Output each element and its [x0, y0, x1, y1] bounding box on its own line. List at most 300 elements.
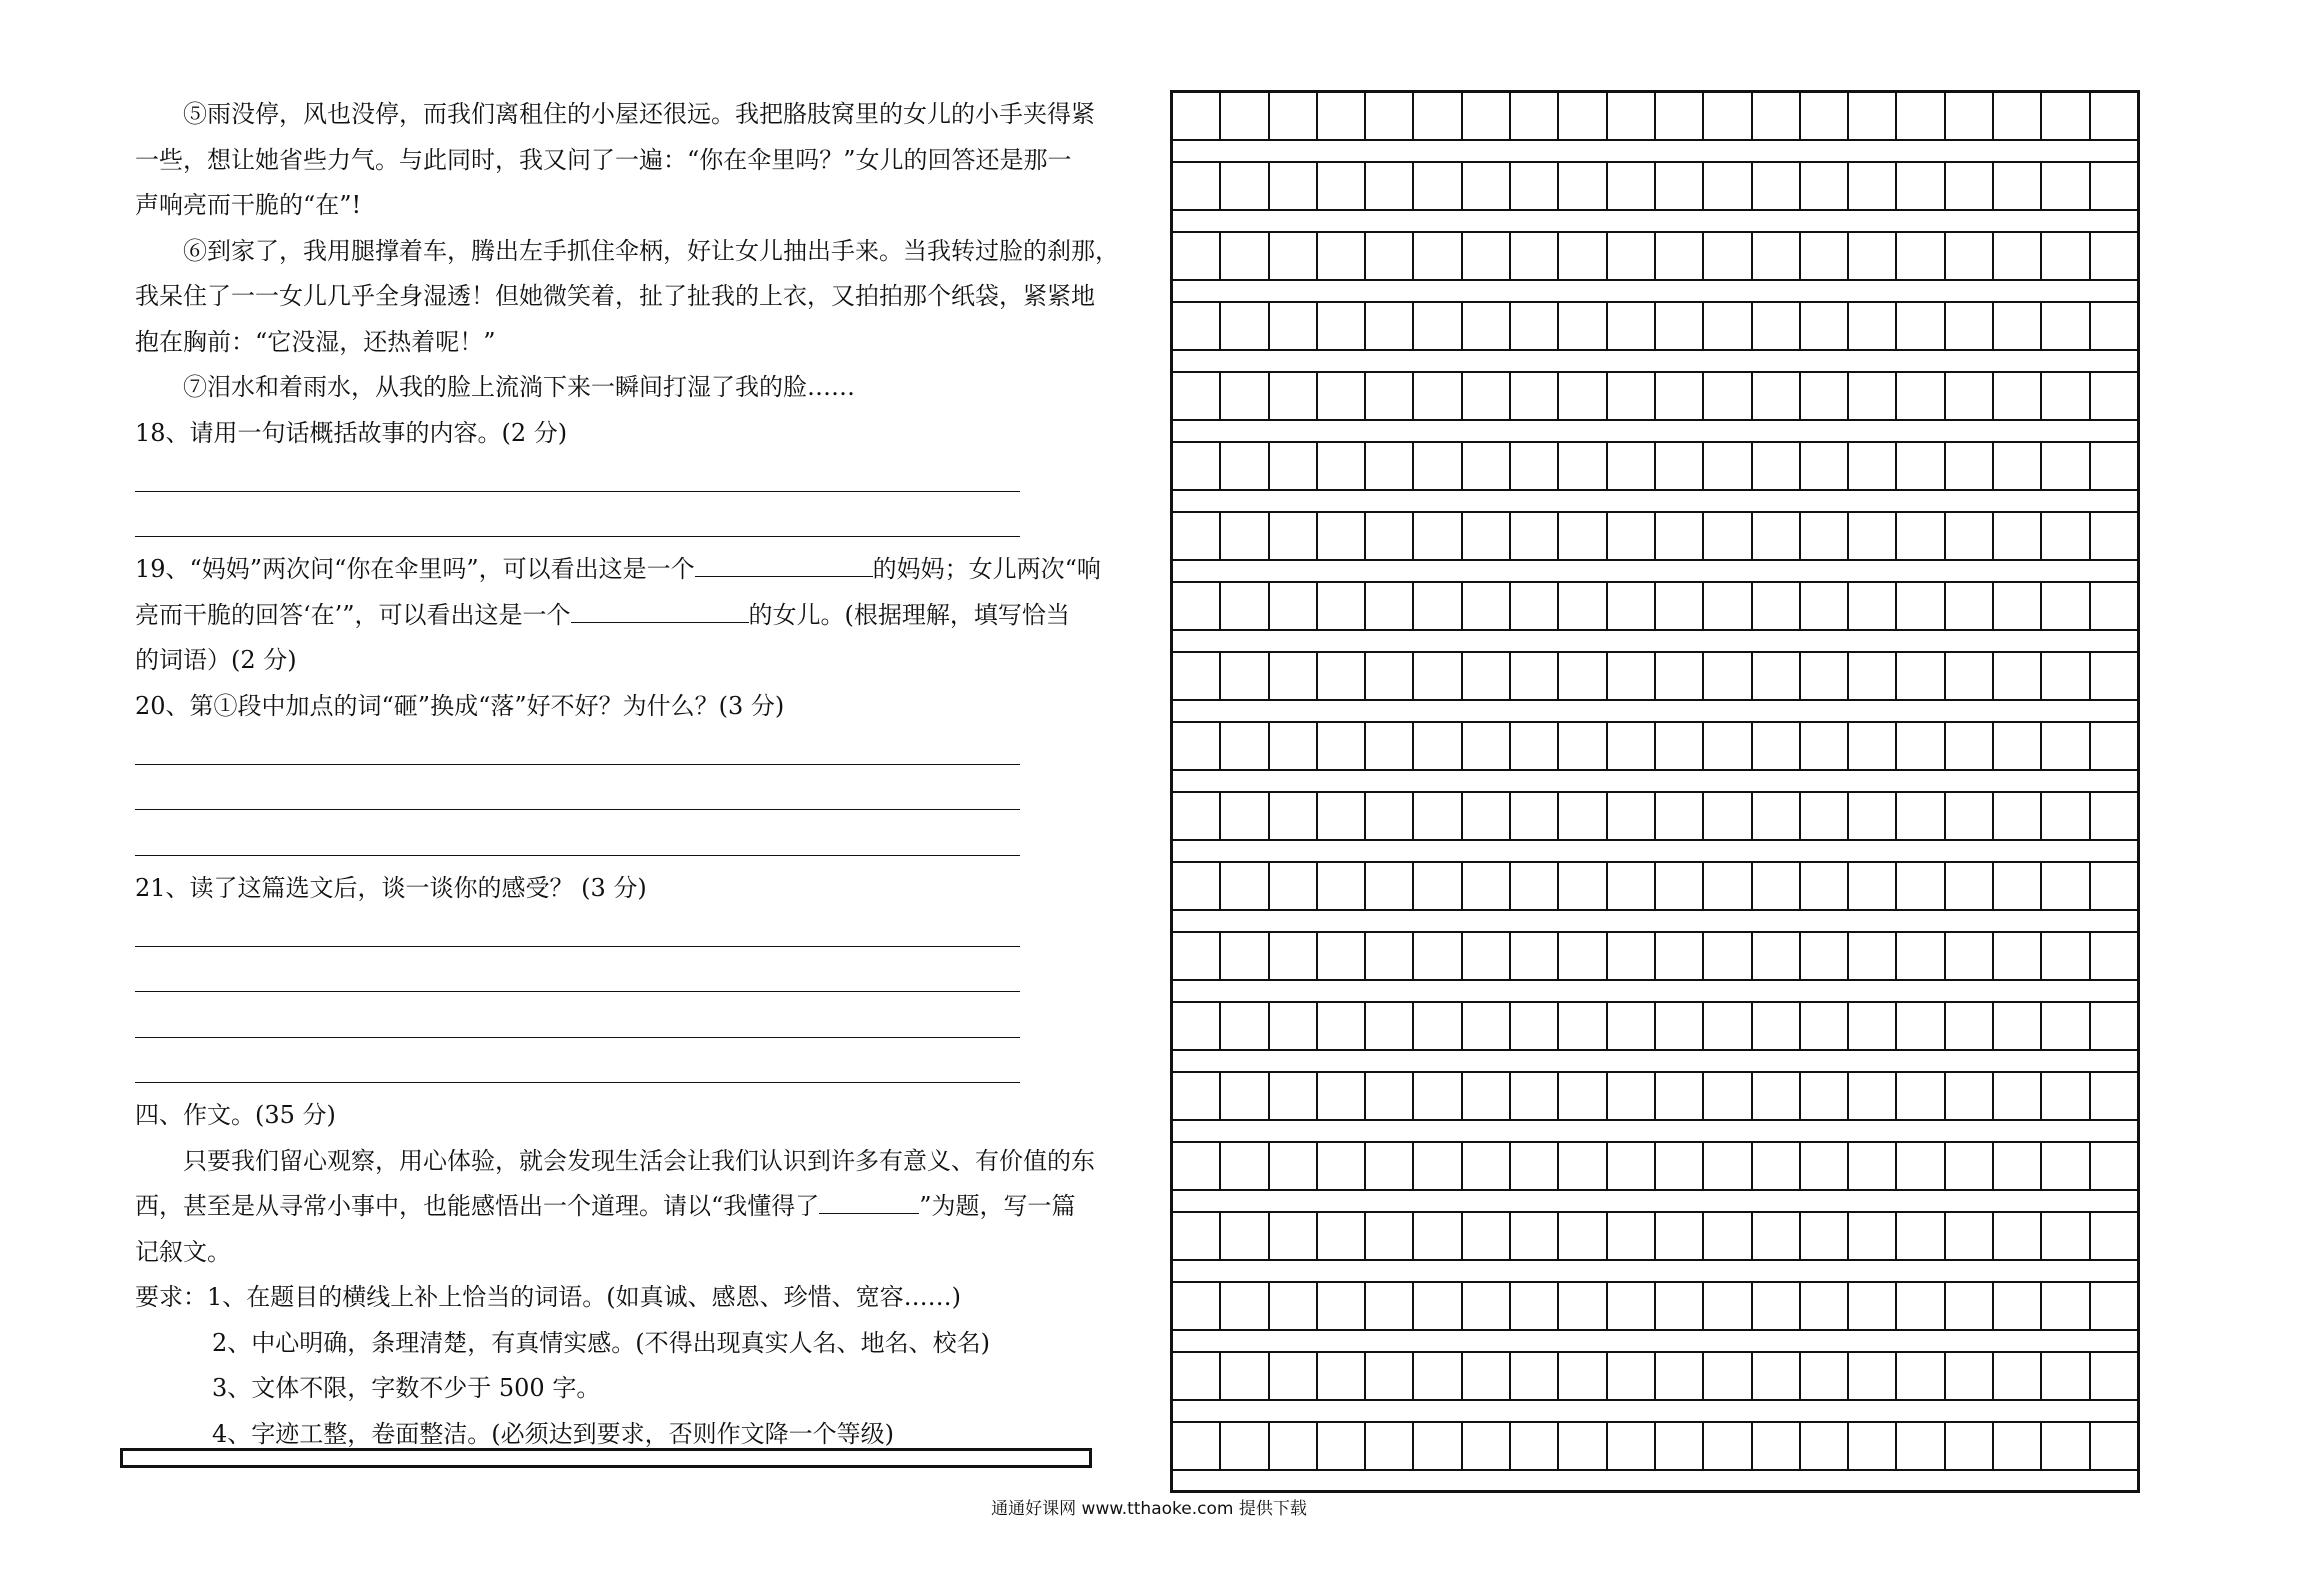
grid-cell[interactable] — [1897, 303, 1945, 349]
grid-cell[interactable] — [1704, 303, 1752, 349]
grid-cell[interactable] — [1366, 373, 1414, 419]
grid-cell[interactable] — [1414, 373, 1462, 419]
grid-cell[interactable] — [1994, 443, 2042, 489]
grid-cell[interactable] — [1270, 513, 1318, 559]
grid-cell[interactable] — [1656, 863, 1704, 909]
grid-cell[interactable] — [1897, 93, 1945, 139]
grid-cell[interactable] — [1559, 373, 1607, 419]
grid-cell[interactable] — [2042, 93, 2090, 139]
grid-cell[interactable] — [2091, 723, 2137, 769]
grid-cell[interactable] — [1511, 723, 1559, 769]
grid-cell[interactable] — [1849, 513, 1897, 559]
grid-cell[interactable] — [1511, 1073, 1559, 1119]
grid-cell[interactable] — [1559, 583, 1607, 629]
grid-cell[interactable] — [1463, 163, 1511, 209]
grid-cell[interactable] — [1366, 163, 1414, 209]
grid-cell[interactable] — [1801, 1353, 1849, 1399]
grid-cell[interactable] — [1366, 233, 1414, 279]
grid-cell[interactable] — [1608, 513, 1656, 559]
answer-line[interactable] — [135, 957, 1020, 1003]
grid-cell[interactable] — [1994, 1213, 2042, 1259]
grid-cell[interactable] — [1801, 93, 1849, 139]
grid-cell[interactable] — [1897, 233, 1945, 279]
grid-cell[interactable] — [2042, 1073, 2090, 1119]
grid-cell[interactable] — [2042, 863, 2090, 909]
grid-cell[interactable] — [1801, 1143, 1849, 1189]
grid-cell[interactable] — [1704, 1073, 1752, 1119]
grid-cell[interactable] — [2091, 163, 2137, 209]
grid-cell[interactable] — [1801, 793, 1849, 839]
composition-writing-grid[interactable] — [1170, 90, 2140, 1493]
grid-cell[interactable] — [1849, 443, 1897, 489]
grid-cell[interactable] — [1414, 303, 1462, 349]
grid-cell[interactable] — [1173, 1143, 1221, 1189]
grid-cell[interactable] — [2091, 1283, 2137, 1329]
grid-cell[interactable] — [2042, 1143, 2090, 1189]
grid-cell[interactable] — [1656, 653, 1704, 699]
grid-cell[interactable] — [1559, 1353, 1607, 1399]
grid-cell[interactable] — [1221, 373, 1269, 419]
grid-cell[interactable] — [1463, 1213, 1511, 1259]
grid-cell[interactable] — [1173, 793, 1221, 839]
grid-cell[interactable] — [1608, 303, 1656, 349]
grid-cell[interactable] — [1173, 303, 1221, 349]
grid-cell[interactable] — [1608, 723, 1656, 769]
grid-cell[interactable] — [1704, 373, 1752, 419]
grid-cell[interactable] — [1753, 1073, 1801, 1119]
grid-cell[interactable] — [1559, 1143, 1607, 1189]
grid-cell[interactable] — [1897, 1213, 1945, 1259]
grid-cell[interactable] — [1849, 1143, 1897, 1189]
grid-cell[interactable] — [1994, 1283, 2042, 1329]
grid-cell[interactable] — [1994, 373, 2042, 419]
grid-cell[interactable] — [1559, 653, 1607, 699]
grid-cell[interactable] — [1704, 933, 1752, 979]
grid-cell[interactable] — [1849, 303, 1897, 349]
grid-cell[interactable] — [1608, 1213, 1656, 1259]
grid-cell[interactable] — [1221, 443, 1269, 489]
grid-cell[interactable] — [1704, 1353, 1752, 1399]
grid-cell[interactable] — [1608, 933, 1656, 979]
grid-cell[interactable] — [1656, 303, 1704, 349]
grid-cell[interactable] — [1994, 723, 2042, 769]
grid-cell[interactable] — [1318, 1073, 1366, 1119]
grid-cell[interactable] — [1753, 863, 1801, 909]
answer-line[interactable] — [135, 775, 1020, 821]
grid-cell[interactable] — [1849, 1283, 1897, 1329]
grid-cell[interactable] — [2042, 653, 2090, 699]
grid-cell[interactable] — [1704, 1283, 1752, 1329]
grid-cell[interactable] — [1608, 373, 1656, 419]
grid-cell[interactable] — [1463, 233, 1511, 279]
grid-cell[interactable] — [1656, 1213, 1704, 1259]
grid-cell[interactable] — [1849, 583, 1897, 629]
grid-cell[interactable] — [1366, 793, 1414, 839]
grid-cell[interactable] — [1318, 513, 1366, 559]
grid-cell[interactable] — [1897, 793, 1945, 839]
grid-cell[interactable] — [1849, 723, 1897, 769]
grid-cell[interactable] — [1849, 1423, 1897, 1469]
answer-line[interactable] — [135, 820, 1020, 866]
grid-cell[interactable] — [1559, 303, 1607, 349]
grid-cell[interactable] — [1994, 513, 2042, 559]
grid-cell[interactable] — [1270, 303, 1318, 349]
grid-cell[interactable] — [1704, 443, 1752, 489]
grid-cell[interactable] — [1463, 653, 1511, 699]
grid-cell[interactable] — [2091, 1213, 2137, 1259]
grid-cell[interactable] — [2042, 933, 2090, 979]
grid-cell[interactable] — [1849, 863, 1897, 909]
grid-cell[interactable] — [2091, 373, 2137, 419]
grid-cell[interactable] — [1414, 1003, 1462, 1049]
grid-cell[interactable] — [1753, 1423, 1801, 1469]
grid-cell[interactable] — [1559, 933, 1607, 979]
grid-cell[interactable] — [1173, 933, 1221, 979]
grid-cell[interactable] — [1221, 303, 1269, 349]
grid-cell[interactable] — [1414, 1283, 1462, 1329]
grid-cell[interactable] — [1897, 723, 1945, 769]
grid-cell[interactable] — [1414, 443, 1462, 489]
grid-cell[interactable] — [1221, 1283, 1269, 1329]
grid-cell[interactable] — [1849, 793, 1897, 839]
grid-cell[interactable] — [1463, 1353, 1511, 1399]
grid-cell[interactable] — [1173, 93, 1221, 139]
grid-cell[interactable] — [1946, 793, 1994, 839]
grid-cell[interactable] — [1801, 653, 1849, 699]
answer-line[interactable] — [135, 1002, 1020, 1048]
grid-cell[interactable] — [1946, 1213, 1994, 1259]
grid-cell[interactable] — [1849, 1073, 1897, 1119]
grid-cell[interactable] — [1366, 1073, 1414, 1119]
grid-cell[interactable] — [1511, 653, 1559, 699]
grid-cell[interactable] — [1897, 653, 1945, 699]
grid-cell[interactable] — [1559, 1283, 1607, 1329]
grid-cell[interactable] — [1318, 303, 1366, 349]
grid-cell[interactable] — [2091, 863, 2137, 909]
grid-cell[interactable] — [1318, 163, 1366, 209]
grid-cell[interactable] — [1849, 1213, 1897, 1259]
grid-cell[interactable] — [1173, 373, 1221, 419]
grid-cell[interactable] — [1221, 1003, 1269, 1049]
grid-cell[interactable] — [1173, 443, 1221, 489]
grid-cell[interactable] — [1946, 1143, 1994, 1189]
grid-cell[interactable] — [1801, 1283, 1849, 1329]
grid-cell[interactable] — [1366, 1353, 1414, 1399]
grid-cell[interactable] — [1270, 1423, 1318, 1469]
grid-cell[interactable] — [1753, 793, 1801, 839]
grid-cell[interactable] — [2091, 653, 2137, 699]
grid-cell[interactable] — [1994, 793, 2042, 839]
grid-cell[interactable] — [1463, 933, 1511, 979]
grid-cell[interactable] — [1318, 583, 1366, 629]
grid-cell[interactable] — [1463, 443, 1511, 489]
grid-cell[interactable] — [1318, 793, 1366, 839]
grid-cell[interactable] — [1946, 723, 1994, 769]
grid-cell[interactable] — [1366, 303, 1414, 349]
grid-cell[interactable] — [1656, 93, 1704, 139]
grid-cell[interactable] — [1801, 933, 1849, 979]
grid-cell[interactable] — [1946, 933, 1994, 979]
grid-cell[interactable] — [1463, 1003, 1511, 1049]
grid-cell[interactable] — [1656, 793, 1704, 839]
grid-cell[interactable] — [1511, 93, 1559, 139]
grid-cell[interactable] — [1946, 303, 1994, 349]
grid-cell[interactable] — [1656, 1423, 1704, 1469]
grid-cell[interactable] — [1704, 1143, 1752, 1189]
grid-cell[interactable] — [1801, 443, 1849, 489]
grid-cell[interactable] — [1270, 583, 1318, 629]
grid-cell[interactable] — [1946, 373, 1994, 419]
grid-cell[interactable] — [1463, 793, 1511, 839]
grid-cell[interactable] — [1656, 1143, 1704, 1189]
grid-cell[interactable] — [1221, 163, 1269, 209]
grid-cell[interactable] — [1221, 583, 1269, 629]
grid-cell[interactable] — [1221, 723, 1269, 769]
grid-cell[interactable] — [1608, 443, 1656, 489]
grid-cell[interactable] — [1463, 583, 1511, 629]
grid-cell[interactable] — [1414, 863, 1462, 909]
grid-cell[interactable] — [1270, 1143, 1318, 1189]
grid-cell[interactable] — [1946, 1353, 1994, 1399]
grid-cell[interactable] — [1173, 583, 1221, 629]
grid-cell[interactable] — [1897, 1423, 1945, 1469]
grid-cell[interactable] — [1270, 443, 1318, 489]
grid-cell[interactable] — [1801, 233, 1849, 279]
grid-cell[interactable] — [1753, 1283, 1801, 1329]
grid-cell[interactable] — [1511, 373, 1559, 419]
grid-cell[interactable] — [1849, 1003, 1897, 1049]
grid-cell[interactable] — [1270, 163, 1318, 209]
grid-cell[interactable] — [2042, 583, 2090, 629]
grid-cell[interactable] — [1849, 163, 1897, 209]
grid-cell[interactable] — [1270, 1213, 1318, 1259]
grid-cell[interactable] — [1414, 513, 1462, 559]
title-blank[interactable] — [819, 1191, 919, 1214]
grid-cell[interactable] — [1753, 443, 1801, 489]
grid-cell[interactable] — [1608, 863, 1656, 909]
grid-cell[interactable] — [1173, 1353, 1221, 1399]
grid-cell[interactable] — [1270, 1283, 1318, 1329]
grid-cell[interactable] — [1656, 513, 1704, 559]
grid-cell[interactable] — [1414, 583, 1462, 629]
grid-cell[interactable] — [1511, 1213, 1559, 1259]
grid-cell[interactable] — [1270, 863, 1318, 909]
grid-cell[interactable] — [1414, 233, 1462, 279]
grid-cell[interactable] — [1366, 1423, 1414, 1469]
grid-cell[interactable] — [1753, 233, 1801, 279]
grid-cell[interactable] — [1946, 443, 1994, 489]
grid-cell[interactable] — [1849, 1353, 1897, 1399]
grid-cell[interactable] — [1608, 583, 1656, 629]
grid-cell[interactable] — [1511, 793, 1559, 839]
grid-cell[interactable] — [1414, 723, 1462, 769]
grid-cell[interactable] — [1801, 863, 1849, 909]
grid-cell[interactable] — [2042, 723, 2090, 769]
grid-cell[interactable] — [1414, 1143, 1462, 1189]
grid-cell[interactable] — [1946, 863, 1994, 909]
grid-cell[interactable] — [1366, 1283, 1414, 1329]
grid-cell[interactable] — [1366, 863, 1414, 909]
grid-cell[interactable] — [1318, 1353, 1366, 1399]
grid-cell[interactable] — [1270, 793, 1318, 839]
answer-line[interactable] — [135, 729, 1020, 775]
grid-cell[interactable] — [1463, 1143, 1511, 1189]
grid-cell[interactable] — [1173, 863, 1221, 909]
grid-cell[interactable] — [1994, 233, 2042, 279]
grid-cell[interactable] — [1270, 653, 1318, 699]
grid-cell[interactable] — [1946, 1073, 1994, 1119]
grid-cell[interactable] — [2042, 1283, 2090, 1329]
grid-cell[interactable] — [2091, 793, 2137, 839]
grid-cell[interactable] — [2042, 163, 2090, 209]
grid-cell[interactable] — [1656, 373, 1704, 419]
grid-cell[interactable] — [1656, 233, 1704, 279]
grid-cell[interactable] — [1366, 933, 1414, 979]
grid-cell[interactable] — [1511, 933, 1559, 979]
grid-cell[interactable] — [1704, 1423, 1752, 1469]
grid-cell[interactable] — [1946, 93, 1994, 139]
grid-cell[interactable] — [1897, 1073, 1945, 1119]
grid-cell[interactable] — [1704, 1003, 1752, 1049]
grid-cell[interactable] — [1511, 1353, 1559, 1399]
grid-cell[interactable] — [1463, 93, 1511, 139]
grid-cell[interactable] — [1994, 583, 2042, 629]
grid-cell[interactable] — [1318, 1143, 1366, 1189]
grid-cell[interactable] — [1221, 793, 1269, 839]
grid-cell[interactable] — [1559, 233, 1607, 279]
grid-cell[interactable] — [1608, 1423, 1656, 1469]
grid-cell[interactable] — [1849, 653, 1897, 699]
grid-cell[interactable] — [1946, 653, 1994, 699]
grid-cell[interactable] — [1704, 93, 1752, 139]
grid-cell[interactable] — [1753, 513, 1801, 559]
grid-cell[interactable] — [1608, 793, 1656, 839]
grid-cell[interactable] — [1366, 653, 1414, 699]
grid-cell[interactable] — [1463, 723, 1511, 769]
grid-cell[interactable] — [1414, 1213, 1462, 1259]
grid-cell[interactable] — [1221, 1423, 1269, 1469]
grid-cell[interactable] — [1608, 1143, 1656, 1189]
grid-cell[interactable] — [2091, 93, 2137, 139]
grid-cell[interactable] — [1366, 583, 1414, 629]
grid-cell[interactable] — [1994, 863, 2042, 909]
answer-line[interactable] — [135, 502, 1020, 548]
grid-cell[interactable] — [1559, 863, 1607, 909]
grid-cell[interactable] — [1414, 163, 1462, 209]
grid-cell[interactable] — [1221, 863, 1269, 909]
grid-cell[interactable] — [1753, 373, 1801, 419]
grid-cell[interactable] — [1704, 163, 1752, 209]
grid-cell[interactable] — [1946, 233, 1994, 279]
grid-cell[interactable] — [1559, 163, 1607, 209]
grid-cell[interactable] — [1414, 1423, 1462, 1469]
grid-cell[interactable] — [1656, 1283, 1704, 1329]
grid-cell[interactable] — [1511, 1283, 1559, 1329]
grid-cell[interactable] — [1994, 653, 2042, 699]
grid-cell[interactable] — [1753, 583, 1801, 629]
grid-cell[interactable] — [1753, 1143, 1801, 1189]
grid-cell[interactable] — [1463, 1283, 1511, 1329]
grid-cell[interactable] — [1801, 373, 1849, 419]
grid-cell[interactable] — [1414, 933, 1462, 979]
grid-cell[interactable] — [1366, 93, 1414, 139]
grid-cell[interactable] — [1994, 93, 2042, 139]
grid-cell[interactable] — [1608, 1353, 1656, 1399]
grid-cell[interactable] — [2091, 513, 2137, 559]
grid-cell[interactable] — [2042, 303, 2090, 349]
grid-cell[interactable] — [1511, 443, 1559, 489]
grid-cell[interactable] — [1318, 93, 1366, 139]
grid-cell[interactable] — [1270, 373, 1318, 419]
grid-cell[interactable] — [1221, 1143, 1269, 1189]
grid-cell[interactable] — [1366, 723, 1414, 769]
grid-cell[interactable] — [1318, 1003, 1366, 1049]
grid-cell[interactable] — [1946, 1283, 1994, 1329]
grid-cell[interactable] — [1366, 513, 1414, 559]
grid-cell[interactable] — [1463, 1073, 1511, 1119]
grid-cell[interactable] — [1511, 303, 1559, 349]
grid-cell[interactable] — [1801, 513, 1849, 559]
grid-cell[interactable] — [2042, 1353, 2090, 1399]
grid-cell[interactable] — [1221, 1073, 1269, 1119]
grid-cell[interactable] — [2042, 1213, 2090, 1259]
grid-cell[interactable] — [1753, 93, 1801, 139]
grid-cell[interactable] — [1946, 1423, 1994, 1469]
grid-cell[interactable] — [2091, 303, 2137, 349]
grid-cell[interactable] — [1801, 1003, 1849, 1049]
grid-cell[interactable] — [1511, 233, 1559, 279]
grid-cell[interactable] — [2091, 443, 2137, 489]
grid-cell[interactable] — [1704, 723, 1752, 769]
grid-cell[interactable] — [1414, 793, 1462, 839]
grid-cell[interactable] — [1753, 1003, 1801, 1049]
grid-cell[interactable] — [1897, 933, 1945, 979]
answer-line[interactable] — [135, 911, 1020, 957]
grid-cell[interactable] — [1511, 1423, 1559, 1469]
grid-cell[interactable] — [2042, 1423, 2090, 1469]
grid-cell[interactable] — [2091, 933, 2137, 979]
grid-cell[interactable] — [1270, 1003, 1318, 1049]
grid-cell[interactable] — [1897, 1283, 1945, 1329]
grid-cell[interactable] — [2091, 1073, 2137, 1119]
grid-cell[interactable] — [1608, 653, 1656, 699]
grid-cell[interactable] — [1994, 303, 2042, 349]
grid-cell[interactable] — [1704, 653, 1752, 699]
grid-cell[interactable] — [2091, 233, 2137, 279]
grid-cell[interactable] — [1318, 1213, 1366, 1259]
grid-cell[interactable] — [2091, 1423, 2137, 1469]
grid-cell[interactable] — [1559, 1003, 1607, 1049]
grid-cell[interactable] — [1608, 1003, 1656, 1049]
grid-cell[interactable] — [1270, 933, 1318, 979]
grid-cell[interactable] — [1414, 93, 1462, 139]
grid-cell[interactable] — [1559, 1213, 1607, 1259]
grid-cell[interactable] — [1221, 93, 1269, 139]
grid-cell[interactable] — [2042, 793, 2090, 839]
grid-cell[interactable] — [1704, 583, 1752, 629]
grid-cell[interactable] — [1414, 1073, 1462, 1119]
grid-cell[interactable] — [1511, 1003, 1559, 1049]
grid-cell[interactable] — [2091, 1143, 2137, 1189]
grid-cell[interactable] — [1656, 583, 1704, 629]
grid-cell[interactable] — [1221, 933, 1269, 979]
grid-cell[interactable] — [1656, 1003, 1704, 1049]
grid-cell[interactable] — [1656, 1353, 1704, 1399]
grid-cell[interactable] — [1318, 653, 1366, 699]
grid-cell[interactable] — [1656, 933, 1704, 979]
grid-cell[interactable] — [1608, 1073, 1656, 1119]
grid-cell[interactable] — [1511, 1143, 1559, 1189]
